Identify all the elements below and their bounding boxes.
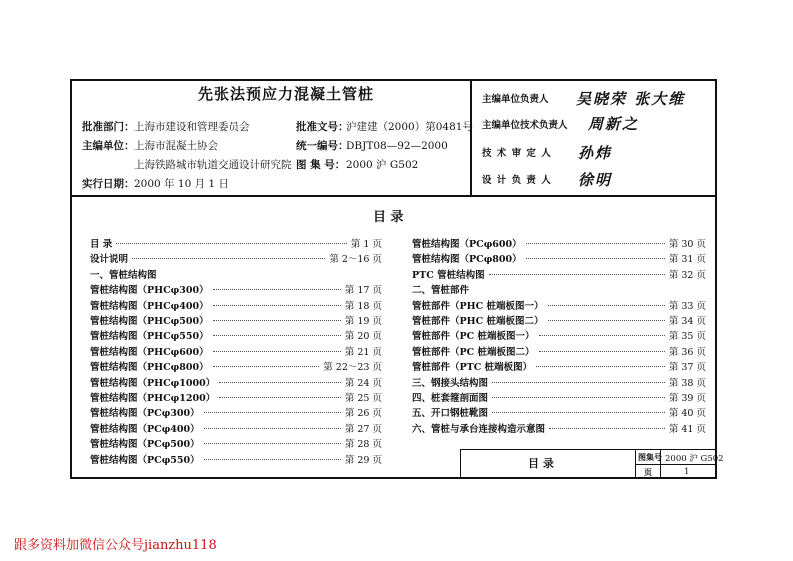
approve-doc-label: 批准文号： [296, 121, 349, 133]
toc-entry-label: 四、桩套箍剖面图 [412, 393, 489, 404]
toc-entry-label: 管桩结构图（PCφ500） [90, 439, 200, 451]
toc-entry-label: 管桩结构图（PHCφ1000） [90, 377, 216, 389]
toc-entry-leader [213, 366, 319, 367]
titleblock-page-value: 1 [684, 467, 690, 477]
editor-unit: 上海市混凝土协会 [134, 140, 218, 152]
toc-entry-label: 目 录 [90, 239, 113, 250]
toc-entry [90, 452, 382, 465]
signature-tech: 周新之 [588, 115, 640, 133]
toc-entry [90, 375, 382, 388]
header-bottom-line [70, 195, 717, 197]
toc-entry [90, 359, 382, 372]
toc-entry-label: 管桩结构图（PHCφ1200） [90, 393, 216, 404]
toc-entry-leader [492, 397, 665, 398]
signature-review: 孙炜 [578, 144, 613, 162]
toc-entry-page: 第 36 页 [668, 346, 706, 358]
toc-entry-page: 第 2～16 页 [329, 254, 382, 266]
toc-entry-label: 管桩结构图（PHCφ600） [90, 346, 209, 358]
toc-entry-label: 管桩部件（PHC 桩端板图一） [412, 300, 544, 312]
toc-entry [90, 344, 382, 357]
toc-entry-leader [548, 320, 665, 321]
toc-entry-leader [539, 351, 665, 352]
toc-entry-page: 第 38 页 [668, 377, 706, 389]
toc-entry [412, 251, 706, 264]
titleblock-atlas-value: 2000 沪 G502 [665, 454, 724, 464]
toc-entry-leader [213, 351, 341, 352]
toc-entry-leader [116, 243, 347, 244]
toc-entry-page: 第 35 页 [668, 331, 706, 343]
toc-entry-page: 第 32 页 [668, 269, 706, 281]
header-divider [470, 79, 472, 196]
toc-entry-leader [539, 335, 665, 336]
toc-entry [90, 267, 382, 280]
approve-dept-label: 批准部门： [82, 121, 135, 133]
toc-entry [412, 313, 706, 326]
toc-entry [90, 282, 382, 295]
toc-entry-leader [204, 443, 341, 444]
toc-entry-leader [204, 412, 341, 413]
footer-promo-text: 跟多资料加微信公众号jianzhu118 [14, 538, 217, 553]
toc-entry [412, 344, 706, 357]
toc-entry-page: 第 20 页 [344, 331, 382, 343]
toc-entry-label: 管桩结构图（PHCφ400） [90, 300, 209, 312]
toc-entry-label: PTC 管桩结构图 [412, 269, 485, 281]
titleblock-atlas-label: 图集号 [638, 452, 662, 462]
editor-unit-2: 上海铁路城市轨道交通设计研究院 [134, 159, 292, 171]
toc-entry [412, 328, 706, 341]
toc-entry-leader [536, 366, 665, 367]
toc-entry-page: 第 19 页 [344, 316, 382, 327]
page-title: 先张法预应力混凝土管桩 [198, 85, 375, 103]
responsible-label-review: 技 术 审 定 人 [482, 148, 552, 159]
toc-entry [90, 405, 382, 418]
toc-entry-leader [219, 397, 341, 398]
titleblock-page-label: 页 [644, 467, 652, 477]
toc-entry-label: 二、管桩部件 [412, 285, 470, 297]
responsible-label-tech: 主编单位技术负责人 [482, 120, 568, 131]
toc-entry-page: 第 1 页 [350, 239, 382, 250]
toc-entry-leader [548, 305, 665, 306]
unified-no: DBJT08—92—2000 [346, 140, 448, 152]
toc-entry [412, 375, 706, 388]
titleblock-top-line [460, 449, 717, 450]
toc-entry-label: 管桩结构图（PCφ400） [90, 423, 200, 435]
toc-entry [90, 436, 382, 449]
approve-doc: 沪建建（2000）第0481号 [346, 121, 473, 133]
toc-entry [412, 267, 706, 280]
toc-entry-leader [492, 412, 665, 413]
toc-entry-page: 第 40 页 [668, 408, 706, 420]
toc-entry-label: 一、管桩结构图 [90, 269, 157, 281]
toc-entry-leader [204, 428, 341, 429]
toc-entry-page: 第 41 页 [668, 423, 706, 435]
toc-entry-leader [526, 258, 665, 259]
toc-entry-label: 管桩结构图（PCφ800） [412, 254, 522, 266]
toc-entry-page: 第 24 页 [344, 377, 382, 389]
toc-entry-label: 管桩部件（PC 桩端板图二） [412, 346, 535, 358]
toc-entry-leader [219, 382, 341, 383]
toc-entry-page: 第 25 页 [344, 393, 382, 404]
toc-entry-leader [549, 428, 665, 429]
toc-entry-leader [213, 335, 341, 336]
toc-entry [412, 405, 706, 418]
toc-entry-label: 三、钢接头结构图 [412, 377, 489, 389]
approve-dept: 上海市建设和管理委员会 [134, 121, 250, 133]
toc-entry [412, 298, 706, 311]
effective-date: 2000 年 10 月 1 日 [134, 178, 229, 190]
toc-entry-label: 六、管桩与承台连接构造示意图 [412, 423, 546, 435]
toc-entry-label: 五、开口钢桩靴图 [412, 408, 489, 420]
toc-entry-label: 管桩结构图（PHCφ500） [90, 316, 209, 327]
toc-entry [90, 236, 382, 249]
responsible-label-chief: 主编单位负责人 [482, 94, 549, 105]
toc-entry [90, 328, 382, 341]
unified-no-label: 统一编号： [296, 140, 349, 152]
toc-entry [412, 390, 706, 403]
toc-entry [412, 359, 706, 372]
toc-entry-page: 第 26 页 [344, 408, 382, 420]
toc-entry-leader [213, 305, 341, 306]
toc-entry-label: 管桩结构图（PCφ300） [90, 408, 200, 420]
atlas-no: 2000 沪 G502 [346, 159, 419, 171]
signature-design: 徐明 [578, 171, 613, 189]
titleblock-row-line [635, 464, 717, 465]
toc-entry-label: 管桩部件（PHC 桩端板图二） [412, 316, 544, 327]
toc-entry-leader [204, 459, 341, 460]
toc-entry-label: 管桩结构图（PHCφ550） [90, 331, 209, 343]
toc-entry-page: 第 21 页 [344, 346, 382, 358]
toc-entry [90, 390, 382, 403]
toc-entry-leader [132, 258, 325, 259]
toc-entry [412, 282, 706, 295]
toc-entry-page: 第 39 页 [668, 393, 706, 404]
toc-entry-label: 管桩结构图（PCφ600） [412, 239, 522, 250]
toc-entry-label: 设计说明 [90, 254, 129, 266]
toc-entry [412, 421, 706, 434]
toc-heading: 目 录 [373, 210, 404, 225]
toc-entry-leader [489, 274, 665, 275]
toc-entry [90, 298, 382, 311]
toc-entry [90, 313, 382, 326]
editor-unit-label: 主编单位： [82, 140, 135, 152]
toc-entry-leader [213, 289, 341, 290]
titleblock-name: 目 录 [528, 457, 554, 470]
toc-entry-label: 管桩结构图（PHCφ800） [90, 362, 209, 374]
toc-entry [90, 421, 382, 434]
toc-entry-page: 第 33 页 [668, 300, 706, 312]
effective-date-label: 实行日期： [82, 178, 135, 190]
toc-entry-leader [492, 382, 665, 383]
atlas-no-label: 图 集 号： [296, 159, 346, 171]
toc-entry-label: 管桩部件（PC 桩端板图一） [412, 331, 535, 343]
toc-entry [412, 236, 706, 249]
toc-entry-leader [526, 243, 665, 244]
toc-entry-page: 第 27 页 [344, 423, 382, 435]
titleblock-left-line [460, 449, 461, 479]
toc-entry-label: 管桩结构图（PHCφ300） [90, 285, 209, 297]
toc-entry-page: 第 31 页 [668, 254, 706, 266]
toc-entry [90, 251, 382, 264]
toc-entry-page: 第 17 页 [344, 285, 382, 297]
signature-chief: 吴晓荣 张大维 [576, 90, 686, 108]
toc-entry-page: 第 18 页 [344, 300, 382, 312]
responsible-label-design: 设 计 负 责 人 [482, 175, 552, 186]
toc-entry-page: 第 30 页 [668, 239, 706, 250]
toc-entry-page: 第 29 页 [344, 454, 382, 466]
toc-entry-page: 第 28 页 [344, 439, 382, 451]
toc-entry-page: 第 34 页 [668, 316, 706, 327]
toc-entry-leader [213, 320, 341, 321]
toc-entry-label: 管桩结构图（PCφ550） [90, 454, 200, 466]
toc-entry-label: 管桩部件（PTC 桩端板图） [412, 362, 533, 374]
toc-entry-page: 第 37 页 [668, 362, 706, 374]
toc-entry-page: 第 22～23 页 [323, 362, 382, 374]
